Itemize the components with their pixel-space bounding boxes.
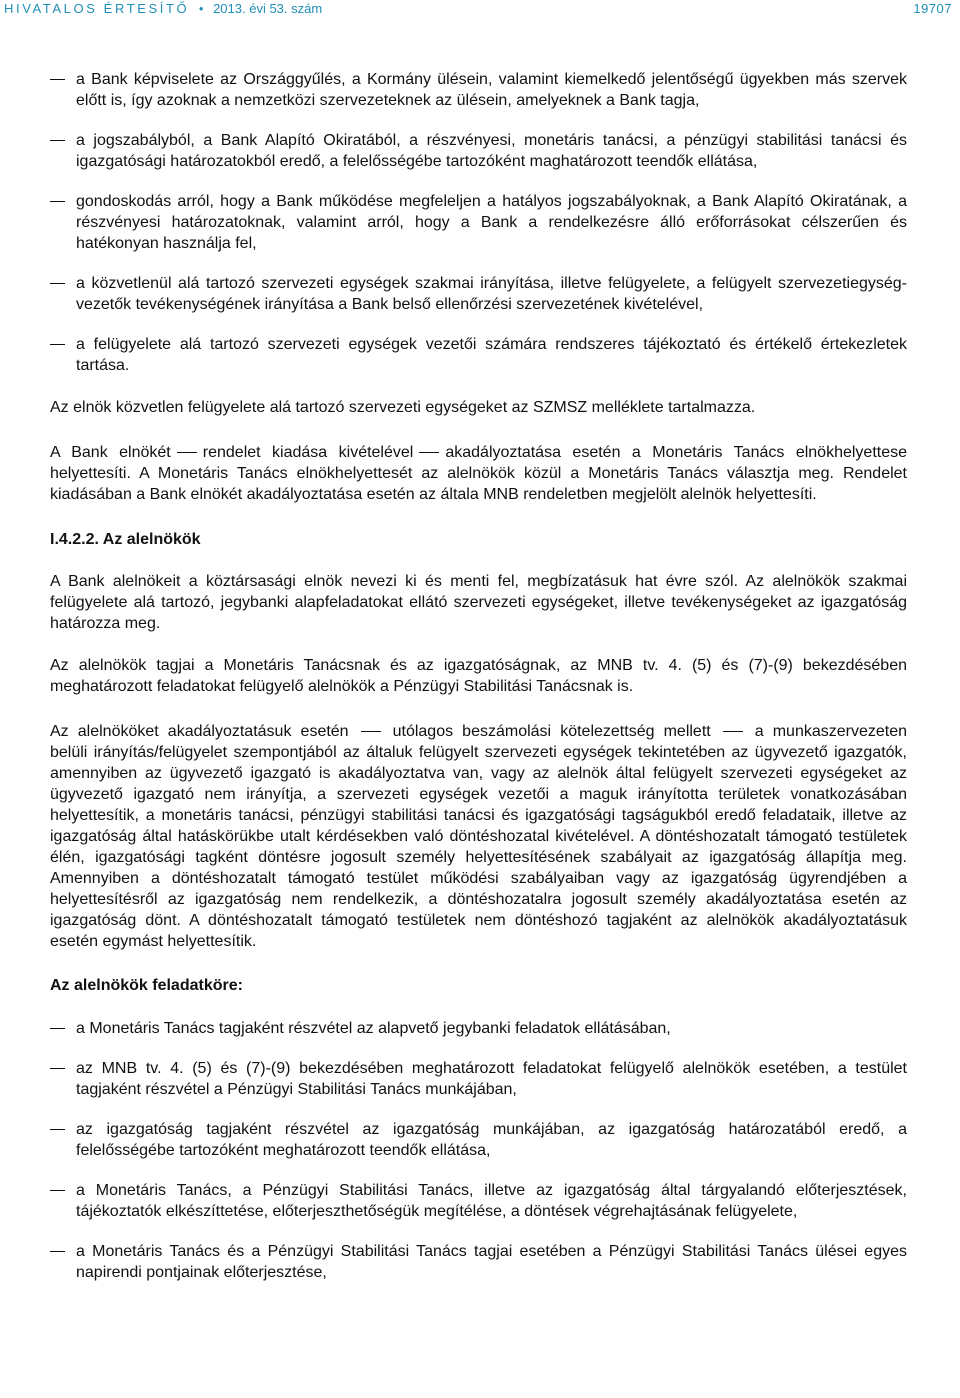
journal-title-line [4,0,322,18]
section-title: I.4.2.2. Az alelnökök [50,531,201,548]
paragraph-text: utólagos beszámolási kötelezettség mellett [392,723,711,740]
running-header [0,0,960,20]
dash-bullet [50,1251,65,1252]
inline-dash [361,731,381,732]
paragraph-vice-presidents-appointment: A Bank alelnökeit a köztársasági elnök nevezi ki és menti fel, megbízatásuk hat évre szól. Az alelnökök szakmai felügyelete alá tartozó, jegybanki alapfeladatokat ellátó szervezeti egységeket, illetve tevékenységeket az igazgatóság határozza meg. [50,573,907,632]
dash-bullet [50,283,65,284]
dash-bullet [50,344,65,345]
journal-title: HIVATALOS ÉRTESÍTŐ [4,1,190,16]
paragraph-text: a munkaszervezeten belüli irányítás/felügyelet szempontjából az általuk felügyelt szervezeti egységek tekintetében az ügyvezető igazgatók, amennyiben az ügyvezető igazgató is akadályoztatva van, vagy az alelnök által felügyelt szervezeti egységeket az ügyvezető igazgató nem irányítja, a szervezeti egységek vezetői a maguk irányította területek vonatkozásában helyettesítik, a monetáris tanácsi, pénzügyi stabilitási tanácsi és igazgatósági tagságukból eredő feladataik, illetve az igazgatóság által hatáskörükbe utalt kérdésekben való döntéshozatal kivételével. A döntéshozatalt támogató testületek élén, igazgatósági tagként döntésre jogosult személy helyettesítésének szabályait az igazgatóság állapítja meg. Amennyiben a döntéshozatalt támogató testület működési szabályaiban vagy az igazgatóság ügyrendjében a helyettesítésről az igazgatóság nem rendelkezik, a döntéshozatalra jogosult személy akadályoztatása esetén az igazgatóság dönt. A döntéshozatalt támogató testületek nem döntéshozó tagjaként az alelnökök akadályoztatásuk esetén egymást helyettesítik. [50,723,908,950]
list-item-text: az MNB tv. 4. (5) és (7)-(9) bekezdésében meghatározott feladatokat felügyelő alelnökök esetében, a testület tagjaként részvétel a Pénzügyi Stabilitási Tanács munkájában, [76,1060,907,1098]
list-item-text: a Monetáris Tanács és a Pénzügyi Stabilitási Tanács tagjai esetében a Pénzügyi Stabilitási Tanács ülései egyes napirendi pontjainak előterjesztése, [76,1243,907,1281]
list-item-text: a Monetáris Tanács, a Pénzügyi Stabilitási Tanács, illetve az igazgatóság által tárgyalandó előterjesztések, tájékoztatók elkészíttetése, előterjeszthetőségük megítélése, a döntések végrehajtásának felügyelete, [76,1182,907,1220]
list-item [50,1119,907,1161]
paragraph-vice-presidents-substitution [50,721,907,952]
list-item-text: gondoskodás arról, hogy a Bank működése megfeleljen a hatályos jogszabályoknak, a Bank Alapító Okiratának, a részvényesi határozatoknak, valamint arról, hogy a Bank a rendelkezésre álló erőforrásokat célszerűen és hatékonyan használja fel, [76,193,907,252]
page-number: 19707 [913,1,952,16]
dash-bullet [50,1190,65,1191]
paragraph-substitution [50,442,907,505]
paragraph-szmsz: Az elnök közvetlen felügyelete alá tartozó szervezeti egységeket az SZMSZ melléklete tartalmazza. [50,399,756,416]
paragraph-text: rendelet kiadása kivételével [202,444,414,461]
inline-dash [177,452,197,453]
list-item-text: az igazgatóság tagjaként részvétel az igazgatóság munkájában, az igazgatóság határozatából eredő, a felelősségébe tartozóként meghatározott teendők ellátása, [76,1121,907,1159]
list-item-text: a Bank képviselete az Országgyűlés, a Kormány ülésein, valamint kiemelkedő jelentőségű ügyekben más szervek előtt is, így azoknak a nemzetközi szervezeteknek az ülésein, amelyeknek a Bank tagja, [76,71,907,109]
document-body [50,69,907,1302]
issue-label: 2013. évi 53. szám [213,1,323,16]
list-item-text: a Monetáris Tanács tagjaként részvétel az alapvető jegybanki feladatok ellátásában, [76,1020,671,1037]
list-item [50,273,907,315]
list-item [50,1241,907,1283]
dash-bullet [50,79,65,80]
list-item-text: a jogszabályból, a Bank Alapító Okiratából, a részvényesi, monetáris tanácsi, a pénzügyi stabilitási tanácsi és igazgatósági határozatokból eredő, a felelősségébe tartozóként maghatározott teendők ellátása, [76,132,907,170]
paragraph-vice-presidents-membership: Az alelnökök tagjai a Monetáris Tanácsnak és az igazgatóságnak, az MNB tv. 4. (5) és (7)-(9) bekezdésében meghatározott feladatokat felügyelő alelnökök a Pénzügyi Stabilitási Tanácsnak is. [50,657,907,695]
inline-dash [723,731,743,732]
paragraph-text: Az alelnököket akadályoztatásuk esetén [50,723,349,740]
header-separator: • [198,1,204,16]
list-item [50,1180,907,1222]
list-item [50,191,907,254]
dash-bullet [50,1068,65,1069]
list-item-text: a felügyelete alá tartozó szervezeti egységek vezetői számára rendszeres tájékoztató és értékelő értekezletek tartása. [76,336,907,374]
dash-bullet [50,1129,65,1130]
subsection-title: Az alelnökök feladatköre: [50,977,243,994]
list-item [50,130,907,172]
inline-dash [419,452,439,453]
list-item-text: a közvetlenül alá tartozó szervezeti egységek szakmai irányítása, illetve felügyelete, a felügyelt szervezetiegység-vezetők tevékenységének irányítása a Bank belső ellenőrzési szervezetének kivételével, [76,275,907,313]
list-item [50,1058,907,1100]
dash-bullet [50,201,65,202]
dash-bullet [50,1028,65,1029]
paragraph-text: A Bank elnökét [50,444,171,461]
list-item [50,69,907,111]
list-item [50,1018,907,1039]
paragraph-text: akadályoztatása esetén a Monetáris Tanács elnökhelyettese helyettesíti. A Monetáris Tanács elnökhelyettesét az alelnökök közül a Monetáris Tanács választja meg. Rendelet kiadásában a Bank elnökét akadályoztatása esetén az általa MNB rendeletben megjelölt alelnök helyettesíti. [50,444,908,503]
dash-bullet [50,140,65,141]
list-item [50,334,907,376]
